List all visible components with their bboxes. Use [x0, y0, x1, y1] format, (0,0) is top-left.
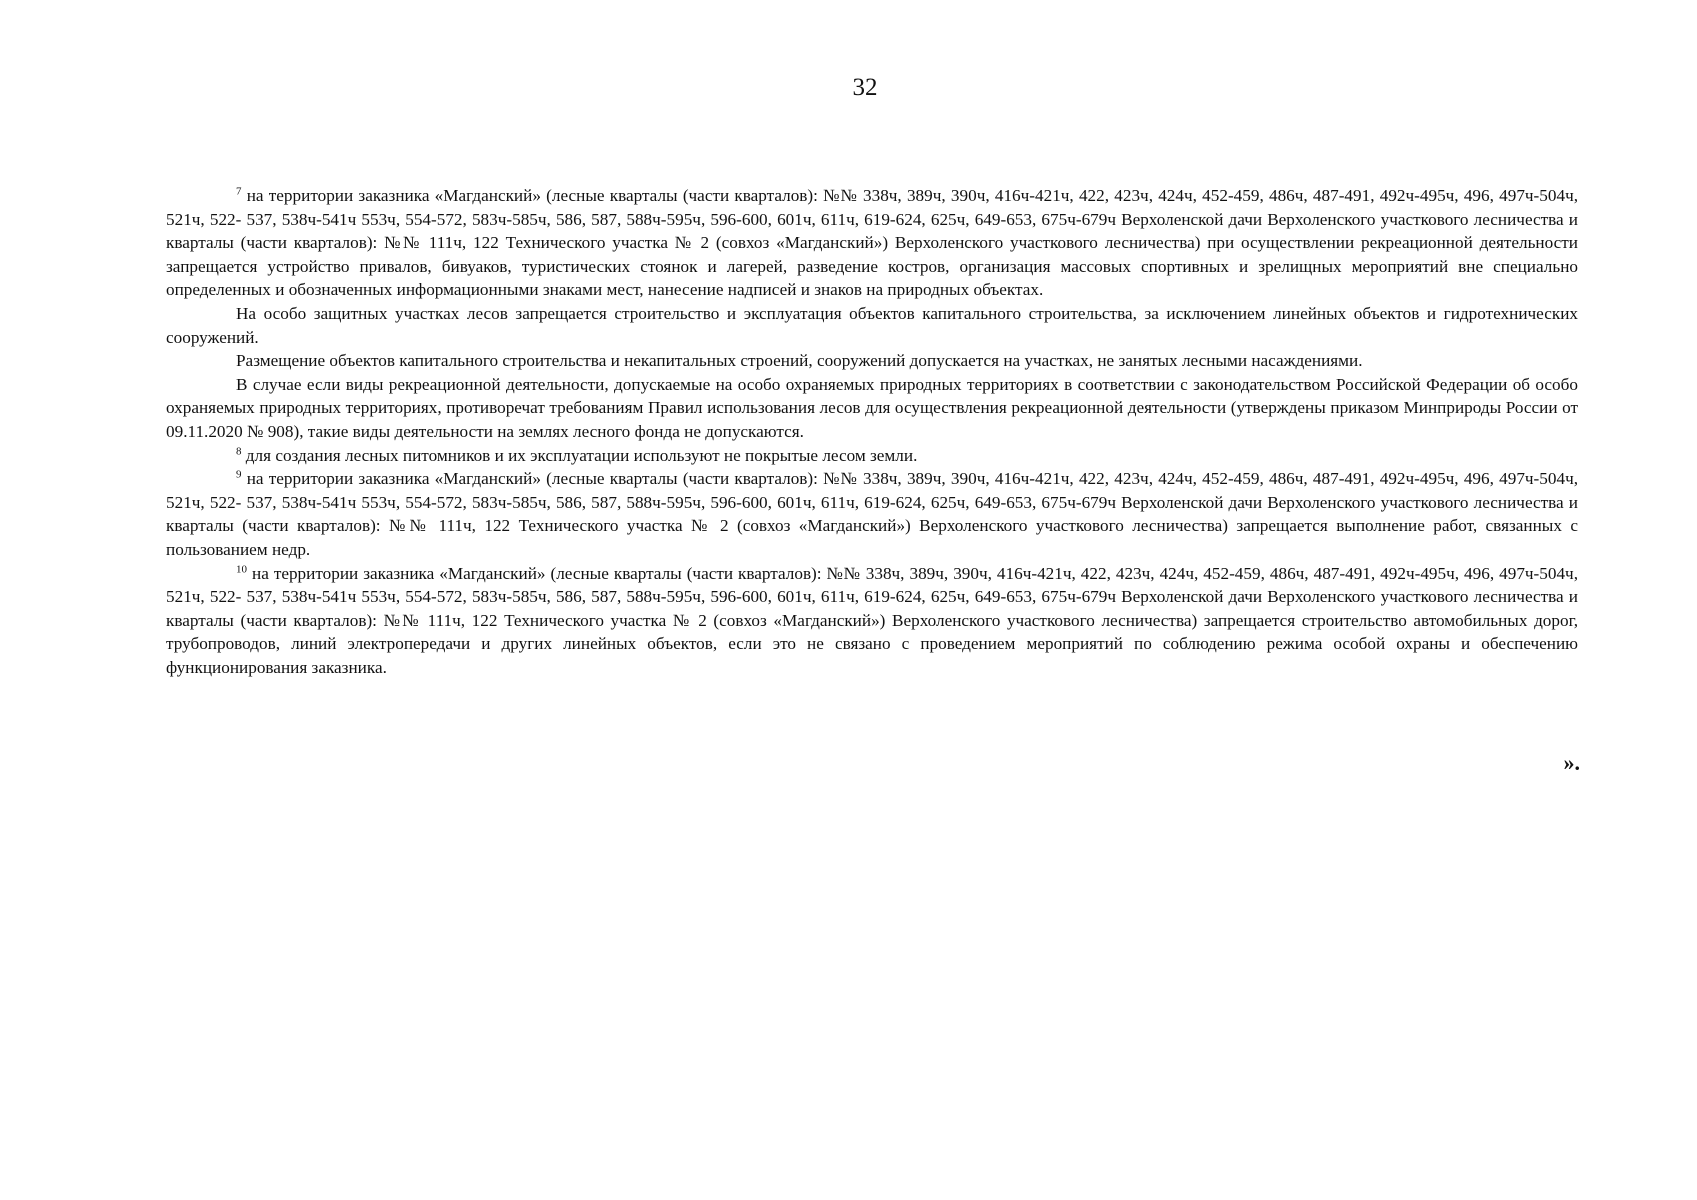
paragraph-text: на территории заказника «Магданский» (лесные кварталы (части кварталов): №№ 338ч, 389ч, 390ч, 416ч-421ч, 422, 423ч, 424ч, 452-459, 486ч, 487-491, 492ч-495ч, 496, 497ч-504ч, 521ч, 522- 537, 538ч-541ч 553ч, 554-572, 583ч-585ч, 586, 587, 588ч-595ч, 596-600, 601ч, 611ч, 619-624, 625ч, 649-653, 675ч-679ч Верхоленской дачи Верхоленского участкового лесничества и кварталы (части кварталов): №№ 111ч, 122 Технического участка № 2 (совхоз «Магданский») Верхоленского участкового лесничества) запрещается выполнение работ, связанных с пользованием недр. — [166, 469, 1579, 559]
footnote-mark: 10 — [236, 562, 247, 575]
paragraph — [166, 373, 1578, 444]
paragraph-text: На особо защитных участках лесов запрещается строительство и эксплуатация объектов капитального строительства, за исключением линейных объектов и гидротехнических сооружений. — [166, 303, 1578, 347]
footnote-paragraph — [166, 467, 1578, 561]
paragraph — [166, 349, 1578, 373]
footnote-paragraph — [166, 184, 1578, 302]
footnote-mark: 9 — [236, 468, 242, 481]
footnote-paragraph — [166, 562, 1578, 680]
page-number: 32 — [852, 74, 878, 101]
paragraph-text: В случае если виды рекреационной деятельности, допускаемые на особо охраняемых природных территориях в соответствии с законодательством Российской Федерации об особо охраняемых природных территориях, противоречат требованиям Правил использования лесов для осуществления рекреационной деятельности (утверждены приказом Минприроды России от 09.11.2020 № 908), такие виды деятельности на землях лесного фонда не допускаются. — [166, 374, 1578, 441]
paragraph-text: Размещение объектов капитального строительства и некапитальных строений, сооружений допускается на участках, не занятых лесными насаждениями. — [236, 351, 1363, 371]
footnote-mark: 8 — [236, 444, 242, 457]
footnote-paragraph — [166, 444, 1578, 468]
paragraph-text: на территории заказника «Магданский» (лесные кварталы (части кварталов): №№ 338ч, 389ч, 390ч, 416ч-421ч, 422, 423ч, 424ч, 452-459, 486ч, 487-491, 492ч-495ч, 496, 497ч-504ч, 521ч, 522- 537, 538ч-541ч 553ч, 554-572, 583ч-585ч, 586, 587, 588ч-595ч, 596-600, 601ч, 611ч, 619-624, 625ч, 649-653, 675ч-679ч Верхоленской дачи Верхоленского участкового лесничества и кварталы (части кварталов): №№ 111ч, 122 Технического участка № 2 (совхоз «Магданский») Верхоленского участкового лесничества) при осуществлении рекреационной деятельности запрещается устройство привалов, бивуаков, туристических стоянок и лагерей, разведение костров, организация массовых спортивных и зрелищных мероприятий вне специально определенных и обозначенных информационными знаками мест, нанесение надписей и знаков на природных объектах. — [166, 186, 1579, 300]
paragraph-text: на территории заказника «Магданский» (лесные кварталы (части кварталов): №№ 338ч, 389ч, 390ч, 416ч-421ч, 422, 423ч, 424ч, 452-459, 486ч, 487-491, 492ч-495ч, 496, 497ч-504ч, 521ч, 522- 537, 538ч-541ч 553ч, 554-572, 583ч-585ч, 586, 587, 588ч-595ч, 596-600, 601ч, 611ч, 619-624, 625ч, 649-653, 675ч-679ч Верхоленской дачи Верхоленского участкового лесничества и кварталы (части кварталов): №№ 111ч, 122 Технического участка № 2 (совхоз «Магданский») Верхоленского участкового лесничества) запрещается строительство автомобильных дорог, трубопроводов, линий электропередачи и других линейных объектов, если это не связано с проведением мероприятий по соблюдению режима особой охраны и обеспечению функционирования заказника. — [166, 563, 1579, 677]
closing-quote-mark: ». — [1563, 750, 1580, 775]
document-body — [166, 184, 1578, 679]
paragraph — [166, 302, 1578, 349]
paragraph-text: для создания лесных питомников и их эксплуатации используют не покрытые лесом земли. — [245, 445, 918, 465]
footnote-mark: 7 — [236, 185, 242, 198]
